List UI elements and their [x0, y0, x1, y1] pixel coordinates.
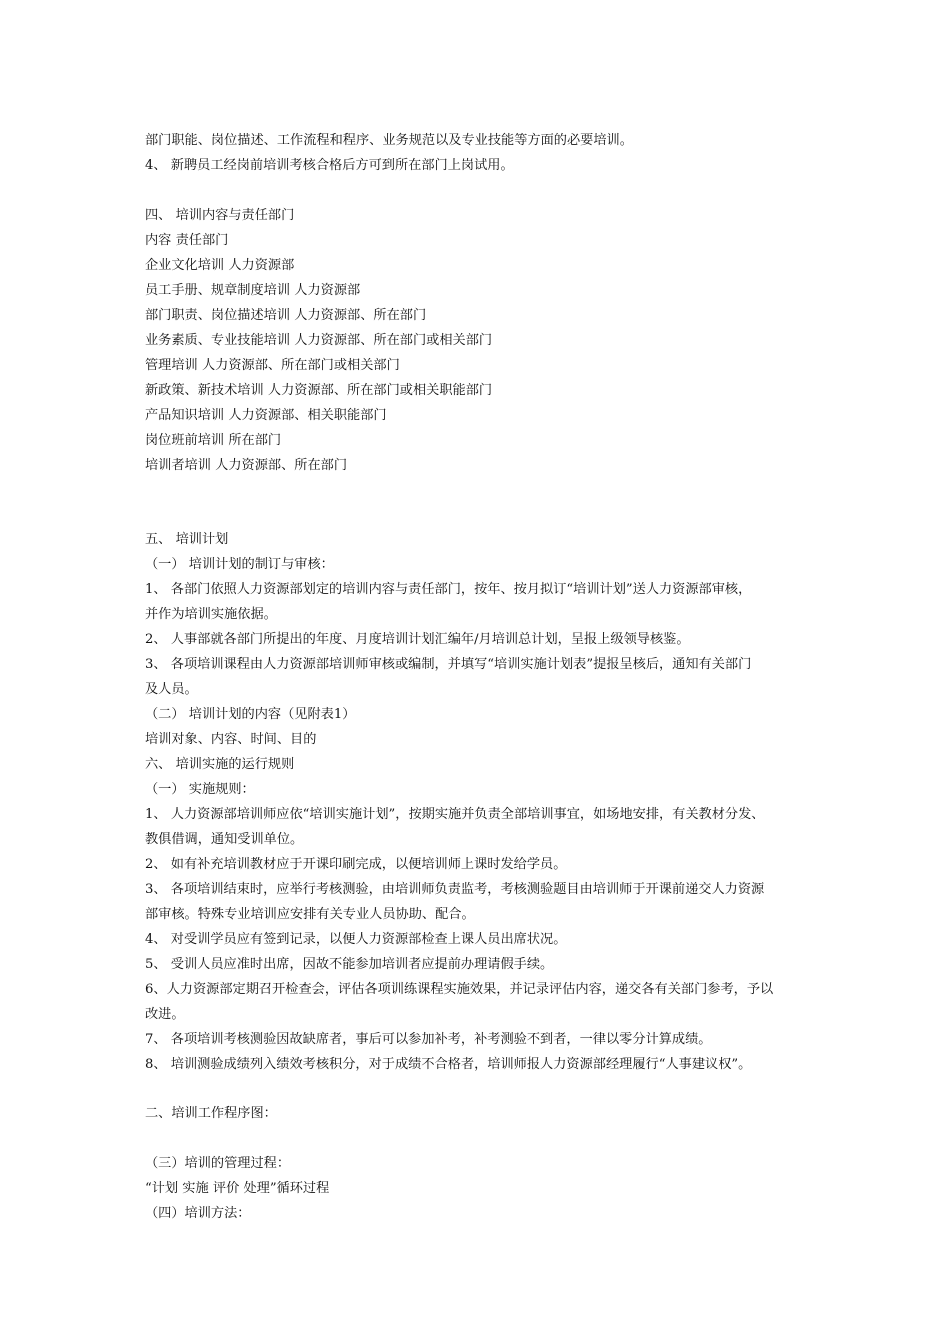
- text-line: 企业文化培训 人力资源部: [145, 258, 295, 273]
- text-line: 8、 培训测验成绩列入绩效考核积分，对于成绩不合格者，培训师报人力资源部经理履行“人事建议权”。: [145, 1057, 752, 1072]
- text-line: 员工手册、规章制度培训 人力资源部: [145, 283, 361, 298]
- text-line: 培训者培训 人力资源部、所在部门: [145, 458, 348, 473]
- text-line: 管理培训 人力资源部、所在部门或相关部门: [145, 358, 400, 373]
- table-header-line: 内容 责任部门: [145, 233, 229, 248]
- text-line: 部门职责、岗位描述培训 人力资源部、所在部门: [145, 308, 427, 323]
- text-line: 1、 人力资源部培训师应依“培训实施计划”，按期实施并负责全部培训事宜，如场地安排，有关教材分发、: [145, 807, 765, 822]
- subsection-heading: （三）培训的管理过程：: [145, 1156, 291, 1171]
- text-line: “计划 实施 评价 处理”循环过程: [145, 1181, 330, 1196]
- text-line: 4、 新聘员工经岗前培训考核合格后方可到所在部门上岗试用。: [145, 158, 514, 173]
- text-line: 教俱借调，通知受训单位。: [145, 832, 304, 847]
- subsection-heading: （一） 实施规则：: [145, 782, 255, 797]
- text-line: 6、人力资源部定期召开检查会，评估各项训练课程实施效果，并记录评估内容，递交各有关部门参考，予以: [145, 982, 774, 997]
- text-line: 3、 各项培训结束时，应举行考核测验，由培训师负责监考，考核测验题目由培训师于开课前递交人力资源: [145, 882, 765, 897]
- text-line: 7、 各项培训考核测验因故缺席者，事后可以参加补考，补考测验不到者，一律以零分计算成绩。: [145, 1032, 712, 1047]
- text-line: 培训对象、内容、时间、目的: [145, 732, 317, 747]
- text-line: 及人员。: [145, 682, 198, 697]
- text-line: 产品知识培训 人力资源部、相关职能部门: [145, 408, 387, 423]
- text-line: 岗位班前培训 所在部门: [145, 433, 282, 448]
- text-line: 业务素质、专业技能培训 人力资源部、所在部门或相关部门: [145, 333, 493, 348]
- text-line: 4、 对受训学员应有签到记录，以便人力资源部检查上课人员出席状况。: [145, 932, 567, 947]
- section-heading: 六、 培训实施的运行规则: [145, 757, 295, 772]
- subsection-heading: （二） 培训计划的内容（见附表1）: [145, 707, 356, 722]
- text-line: 2、 如有补充培训教材应于开课印刷完成，以便培训师上课时发给学员。: [145, 857, 567, 872]
- section-heading: 四、 培训内容与责任部门: [145, 208, 295, 223]
- text-line: 新政策、新技术培训 人力资源部、所在部门或相关职能部门: [145, 383, 493, 398]
- text-line: 并作为培训实施依据。: [145, 607, 277, 622]
- text-line: 部审核。特殊专业培训应安排有关专业人员协助、配合。: [145, 907, 475, 922]
- text-line: 5、 受训人员应准时出席，因故不能参加培训者应提前办理请假手续。: [145, 957, 554, 972]
- text-line: 部门职能、岗位描述、工作流程和程序、业务规范以及专业技能等方面的必要培训。: [145, 133, 633, 148]
- text-line: 改进。: [145, 1007, 185, 1022]
- text-line: 1、 各部门依照人力资源部划定的培训内容与责任部门，按年、按月拟订“培训计划”送人力资源部审核，: [145, 582, 752, 597]
- text-line: 2、 人事部就各部门所提出的年度、月度培训计划汇编年/月培训总计划，呈报上级领导核鉴。: [145, 632, 690, 647]
- subsection-heading: （四）培训方法：: [145, 1206, 251, 1221]
- section-heading: 二、培训工作程序图：: [145, 1106, 277, 1121]
- subsection-heading: （一） 培训计划的制订与审核：: [145, 557, 334, 572]
- section-heading: 五、 培训计划: [145, 532, 229, 547]
- text-line: 3、 各项培训课程由人力资源部培训师审核或编制，并填写“培训实施计划表”提报呈核后，通知有关部门: [145, 657, 752, 672]
